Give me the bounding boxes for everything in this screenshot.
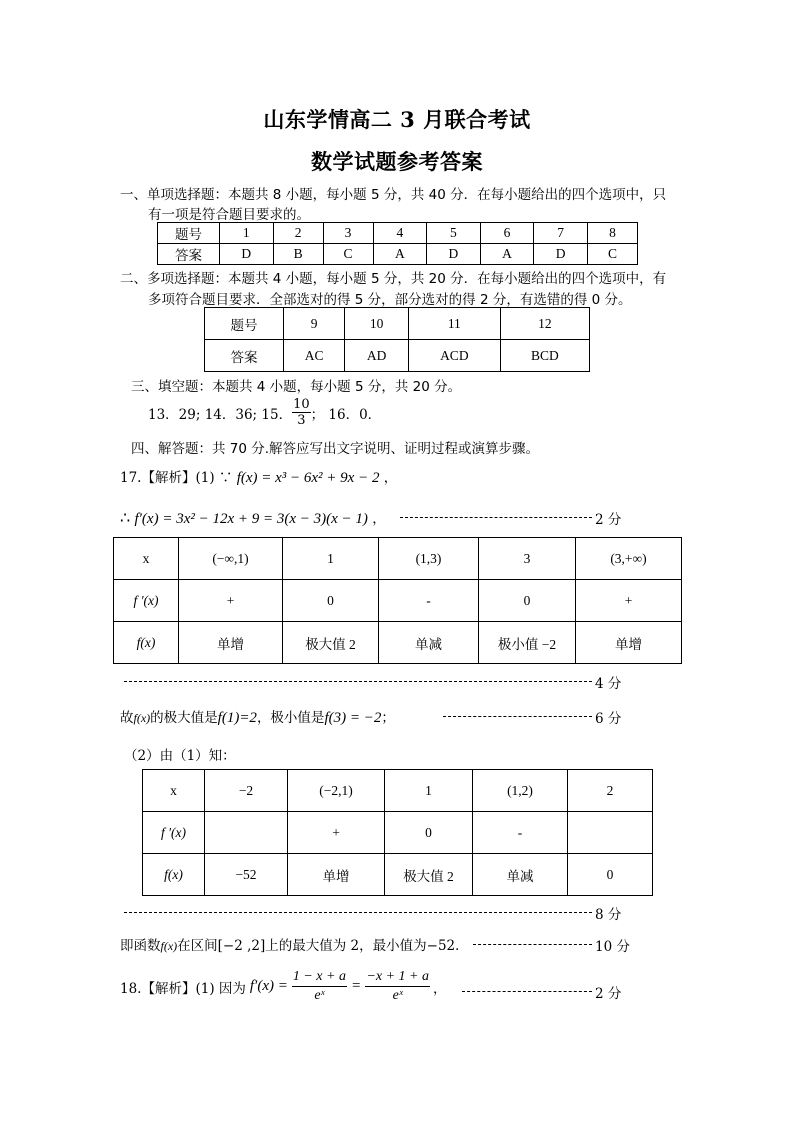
table-cell: 题号: [205, 308, 284, 340]
table-cell: 0: [283, 580, 379, 622]
score-leader-line: [400, 517, 592, 518]
table-cell: +: [576, 580, 682, 622]
table-cell: 4: [373, 223, 427, 244]
q17-derivative-expr: f′(x) = 3x² − 12x + 9 = 3(x − 3)(x − 1): [134, 511, 368, 527]
text: 即函数: [120, 938, 161, 954]
answers-13-15: 13．29; 14．36; 15．: [148, 406, 293, 423]
table-cell: AC: [284, 340, 345, 372]
table-cell: BCD: [500, 340, 589, 372]
q18-fraction-2: [365, 968, 430, 1005]
table-cell: x: [143, 770, 205, 812]
q17-conclusion: [120, 706, 395, 727]
q17-label: 17.【解析】(1) ∵: [120, 470, 233, 486]
table-cell: AD: [345, 340, 409, 372]
table-cell: 10: [345, 308, 409, 340]
table-cell: D: [427, 244, 481, 265]
q17-monotonicity-table-2: [142, 769, 653, 896]
text: 故: [120, 710, 134, 726]
q17-score-5: 10 分: [595, 939, 630, 955]
table-cell: 答案: [158, 244, 220, 265]
table-cell: 3: [323, 223, 373, 244]
score-leader-line: [124, 912, 592, 913]
table-cell: 1: [220, 223, 274, 244]
table-cell: 0: [385, 812, 473, 854]
table-cell: 12: [500, 308, 589, 340]
score-leader-line: [124, 681, 592, 682]
q17-function: f(x) = x³ − 6x² + 9x − 2: [236, 470, 380, 486]
fill-in-answers: [148, 397, 381, 428]
page-subtitle: 数学试题参考答案: [311, 149, 483, 174]
table-cell: (−2,1): [288, 770, 385, 812]
math: f(x): [133, 711, 151, 725]
table-cell: -: [379, 580, 479, 622]
text: 的极大值是: [150, 710, 218, 726]
q17-intro-end: ，: [383, 470, 398, 486]
table-cell: 3: [479, 538, 576, 580]
table-cell: 极小值 −2: [479, 622, 576, 664]
q17-derivative-end: ，: [372, 511, 386, 527]
q17-score-1: 2 分: [595, 512, 622, 528]
q17-intro: [120, 466, 397, 487]
score-leader-line: [473, 944, 592, 945]
table-cell: [205, 812, 288, 854]
table-cell: 0: [479, 580, 576, 622]
table-cell: +: [288, 812, 385, 854]
equals-sign: =: [351, 978, 361, 994]
section2-heading-line2: 多项符合题目要求．全部选对的得 5 分，部分选对的得 2 分，有选错的得 0 分。: [148, 292, 632, 308]
fraction-numerator: −x + 1 + a: [365, 968, 430, 987]
q18-score: 2 分: [595, 986, 622, 1002]
table-cell: C: [587, 244, 637, 265]
q18-end: ，: [433, 980, 447, 997]
q17-derivative: [120, 507, 386, 528]
table-cell: 2: [273, 223, 323, 244]
score-leader-line: [443, 716, 592, 717]
table-cell: (1,3): [379, 538, 479, 580]
section3-heading: 三、填空题：本题共 4 小题，每小题 5 分，共 20 分。: [131, 379, 462, 395]
table-cell: 1: [385, 770, 473, 812]
table-cell: f ′(x): [114, 580, 179, 622]
table-cell: ACD: [409, 340, 501, 372]
fraction-numerator: 1 − x + a: [292, 968, 347, 987]
q17-score-2: 4 分: [595, 676, 622, 692]
table-cell: −2: [205, 770, 288, 812]
text: ；: [381, 710, 395, 726]
table-cell: 单减: [379, 622, 479, 664]
fraction-numerator: 10: [293, 397, 310, 412]
table-cell: −52: [205, 854, 288, 896]
table-cell: 8: [587, 223, 637, 244]
q18-lhs: f′(x) =: [249, 978, 288, 994]
fraction-denominator: eˣ: [392, 988, 403, 1003]
single-choice-answer-table: [157, 222, 638, 265]
table-cell: B: [273, 244, 323, 265]
table-cell: A: [373, 244, 427, 265]
table-cell: 单增: [576, 622, 682, 664]
answer-16: ； 16．0．: [310, 406, 382, 423]
table-cell: 5: [427, 223, 481, 244]
table-cell: 单减: [473, 854, 568, 896]
section4-heading: 四、解答题：共 70 分.解答应写出文字说明、证明过程或演算步骤。: [131, 441, 540, 457]
table-cell: D: [534, 244, 588, 265]
table-cell: +: [179, 580, 283, 622]
table-cell: 极大值 2: [283, 622, 379, 664]
table-cell: D: [220, 244, 274, 265]
table-cell: 7: [534, 223, 588, 244]
section2-heading-line1: 二、多项选择题：本题共 4 小题，每小题 5 分，共 20 分．在每小题给出的四个选项中，有: [120, 271, 667, 287]
table-cell: (1,2): [473, 770, 568, 812]
table-cell: 9: [284, 308, 345, 340]
table-cell: (−∞,1): [179, 538, 283, 580]
table-cell: [568, 812, 653, 854]
table-cell: f ′(x): [143, 812, 205, 854]
page-title: 山东学情高二 3 月联合考试: [263, 107, 531, 132]
q17-monotonicity-table-1: [113, 537, 682, 664]
q17-final: [120, 934, 469, 954]
table-cell: 0: [568, 854, 653, 896]
table-cell: 答案: [205, 340, 284, 372]
table-cell: (3,+∞): [576, 538, 682, 580]
math: f(1)=2: [217, 710, 257, 726]
therefore-symbol: ∴: [120, 508, 131, 527]
fraction-denominator: eˣ: [314, 988, 325, 1003]
table-cell: 题号: [158, 223, 220, 244]
table-cell: 极大值 2: [385, 854, 473, 896]
q17-score-4: 8 分: [595, 907, 622, 923]
math: f(x): [160, 939, 178, 953]
table-cell: 11: [409, 308, 501, 340]
section1-heading-line1: 一、单项选择题：本题共 8 小题，每小题 5 分，共 40 分．在每小题给出的四个选项中，只: [120, 187, 667, 203]
score-leader-line: [462, 991, 592, 992]
table-cell: -: [473, 812, 568, 854]
q17-score-3: 6 分: [595, 711, 622, 727]
table-cell: f(x): [143, 854, 205, 896]
table-cell: A: [480, 244, 534, 265]
text: 在区间[−2 ,2]上的最大值为 2，最小值为−52．: [177, 938, 469, 954]
fraction-denominator: 3: [297, 413, 306, 428]
table-cell: C: [323, 244, 373, 265]
section1-heading-line2: 有一项是符合题目要求的。: [148, 207, 310, 223]
q18-fraction-1: [292, 968, 347, 1005]
table-cell: 单增: [179, 622, 283, 664]
table-cell: 单增: [288, 854, 385, 896]
answer-15-fraction: [292, 397, 311, 428]
table-cell: 2: [568, 770, 653, 812]
q17-part2-label: （2）由（1）知：: [124, 748, 236, 764]
q18-intro: [120, 968, 447, 1005]
math: f(3) = −2: [324, 710, 382, 726]
table-cell: 1: [283, 538, 379, 580]
multi-choice-answer-table: [204, 307, 590, 372]
table-cell: x: [114, 538, 179, 580]
table-cell: f(x): [114, 622, 179, 664]
q18-label: 18.【解析】(1) 因为: [120, 980, 246, 997]
table-cell: 6: [480, 223, 534, 244]
text: ，极小值是: [256, 710, 325, 726]
